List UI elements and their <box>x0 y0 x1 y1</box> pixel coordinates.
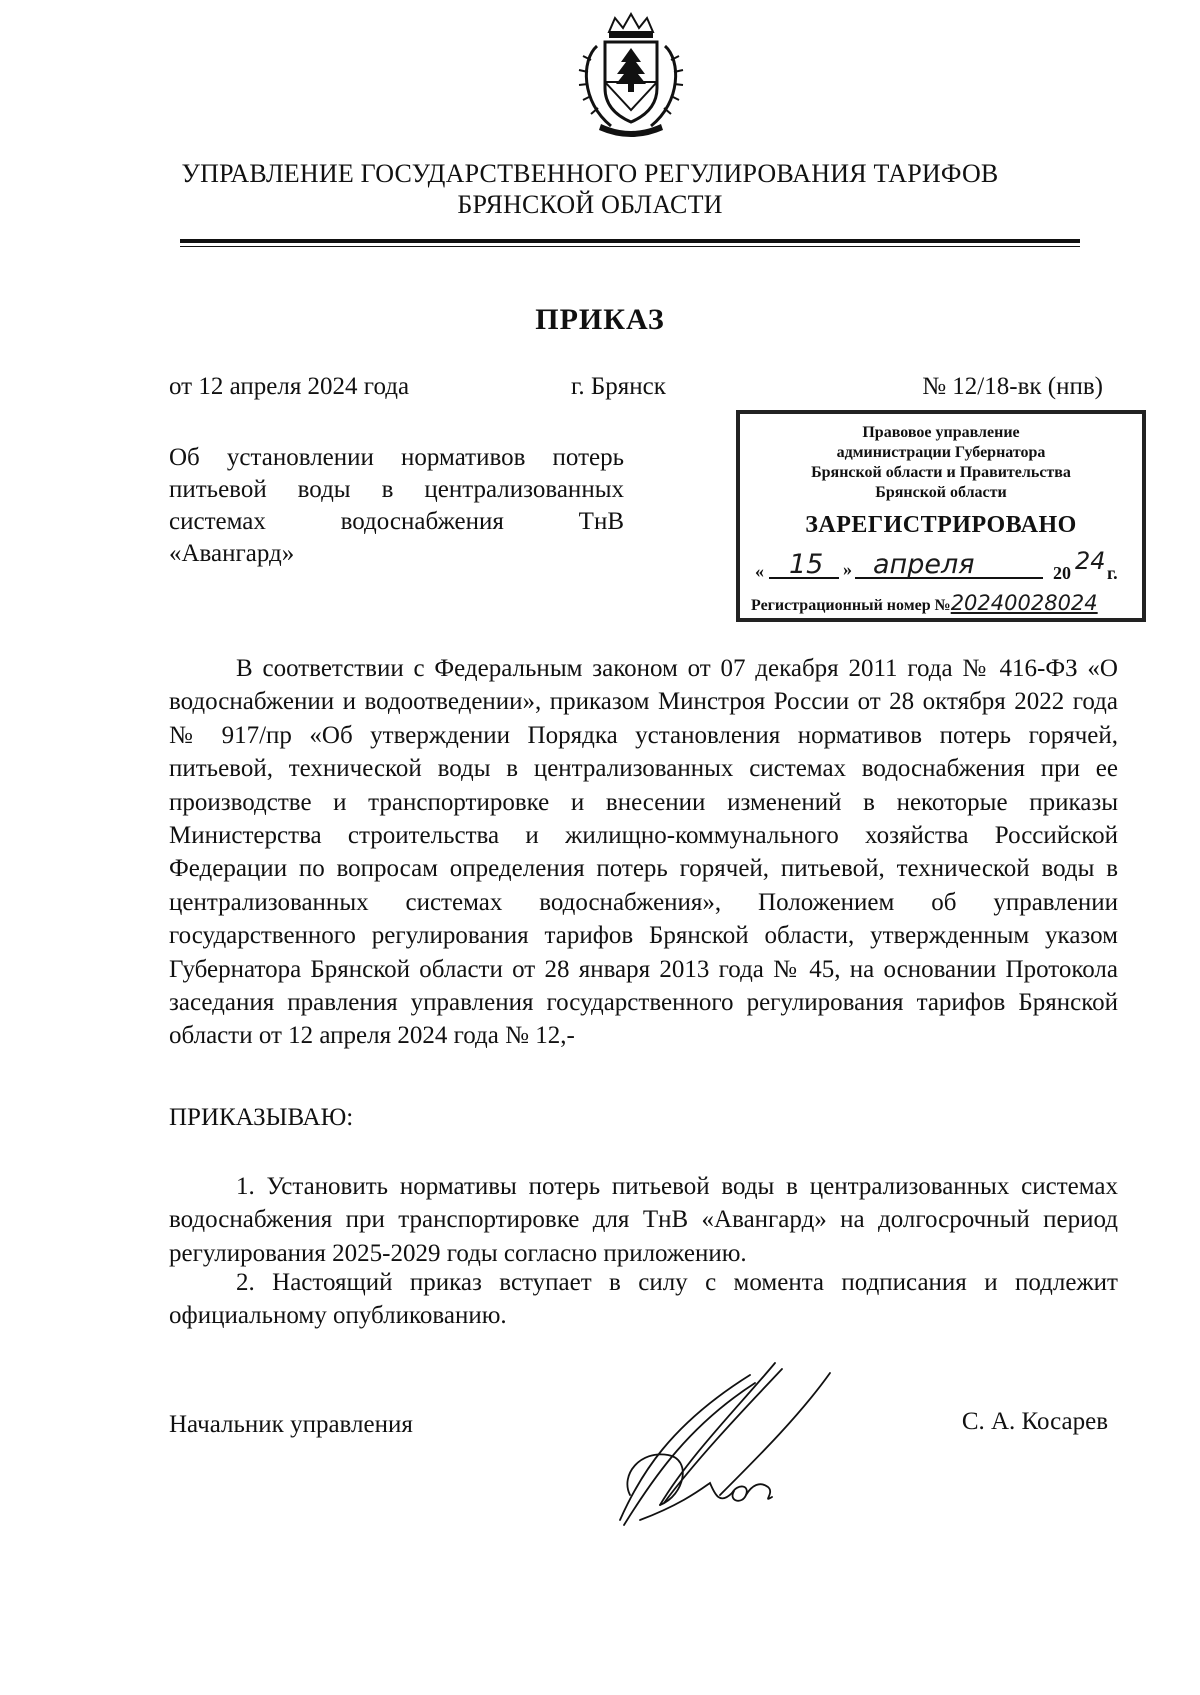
header-divider-thick <box>180 239 1080 243</box>
stamp-authority-line: Брянской области и Правительства <box>811 464 1071 481</box>
document-date: от 12 апреля 2024 года <box>169 373 410 400</box>
organization-name-line1: УПРАВЛЕНИЕ ГОСУДАРСТВЕННОГО РЕГУЛИРОВАНИЯ ТАРИФОВ <box>181 159 999 188</box>
stamp-authority-line: Брянской области <box>875 484 1007 501</box>
coat-of-arms-icon <box>571 10 691 138</box>
preamble-paragraph: В соответствии с Федеральным законом от 07 декабря 2011 года № 416-ФЗ «О водоснабжении и водоотведении», приказом Минстроя России от 28 октября 2022 года № 917/пр «Об утверждении Порядка установления нормативов потерь горячей, питьевой, технической воды в централизованных системах водоснабжения при ее производстве и транспортировке и внесении изменений в некоторые приказы Министерства строительства и жилищно-коммунального хозяйства Российской Федерации по вопросам определения потерь горячей, питьевой, технической воды в централизованных системах водоснабжения», Положением об управлении государственного регулирования тарифов Брянской области, утвержденным указом Губернатора Брянской области от 28 января 2013 года № 45, на основании Протокола заседания правления управления государственного регулирования тарифов Брянской области от 12 апреля 2024 года № 12,- <box>169 655 1118 1050</box>
stamp-year-prefix: 20 <box>1053 563 1071 583</box>
stamp-quote-open: « <box>755 561 764 581</box>
organization-name <box>150 158 1030 220</box>
stamp-registration-number <box>751 591 1098 615</box>
order-item-1: 1. Установить нормативы потерь питьевой воды в централизованных системах водоснабжения при транспортировке для ТнВ «Авангард» на долгосрочный период регулирования 2025-2029 годы согласно приложению. <box>169 1173 1118 1267</box>
subject-line: питьевой воды в централизованных <box>169 476 624 503</box>
stamp-registered-label: ЗАРЕГИСТРИРОВАНО <box>805 512 1077 538</box>
subject-line: «Авангард» <box>169 540 295 567</box>
signer-name: С. А. Косарев <box>961 1408 1108 1435</box>
document-city: г. Брянск <box>571 373 666 400</box>
stamp-month: апреля <box>873 549 975 580</box>
stamp-authority-line: администрации Губернатора <box>836 444 1046 461</box>
orders-label: ПРИКАЗЫВАЮ: <box>169 1104 354 1131</box>
signer-position: Начальник управления <box>169 1411 413 1438</box>
subject-line: Об установлении нормативов потерь <box>169 444 624 471</box>
header-divider-thin <box>180 246 1080 247</box>
stamp-reg-number: 20240028024 <box>950 591 1098 615</box>
stamp-quote-close: » <box>843 559 852 579</box>
registration-stamp <box>736 410 1146 622</box>
organization-name-line2: БРЯНСКОЙ ОБЛАСТИ <box>457 190 723 219</box>
subject-line: системах водоснабжения ТнВ <box>169 508 624 535</box>
handwritten-signature-icon <box>600 1355 850 1540</box>
order-item-2: 2. Настоящий приказ вступает в силу с момента подписания и подлежит официальному опубликованию. <box>169 1269 1118 1330</box>
document-type-title: ПРИКАЗ <box>535 303 665 336</box>
document-number: № 12/18-вк (нпв) <box>922 373 1103 400</box>
stamp-reg-label: Регистрационный номер № <box>751 597 951 614</box>
stamp-day: 15 <box>789 549 824 580</box>
stamp-registration-date <box>755 547 1133 585</box>
document-subject <box>169 442 624 570</box>
stamp-year-suffix: 24 <box>1075 547 1106 575</box>
stamp-authority-line: Правовое управление <box>862 424 1020 441</box>
stamp-year-unit: г. <box>1107 563 1118 583</box>
